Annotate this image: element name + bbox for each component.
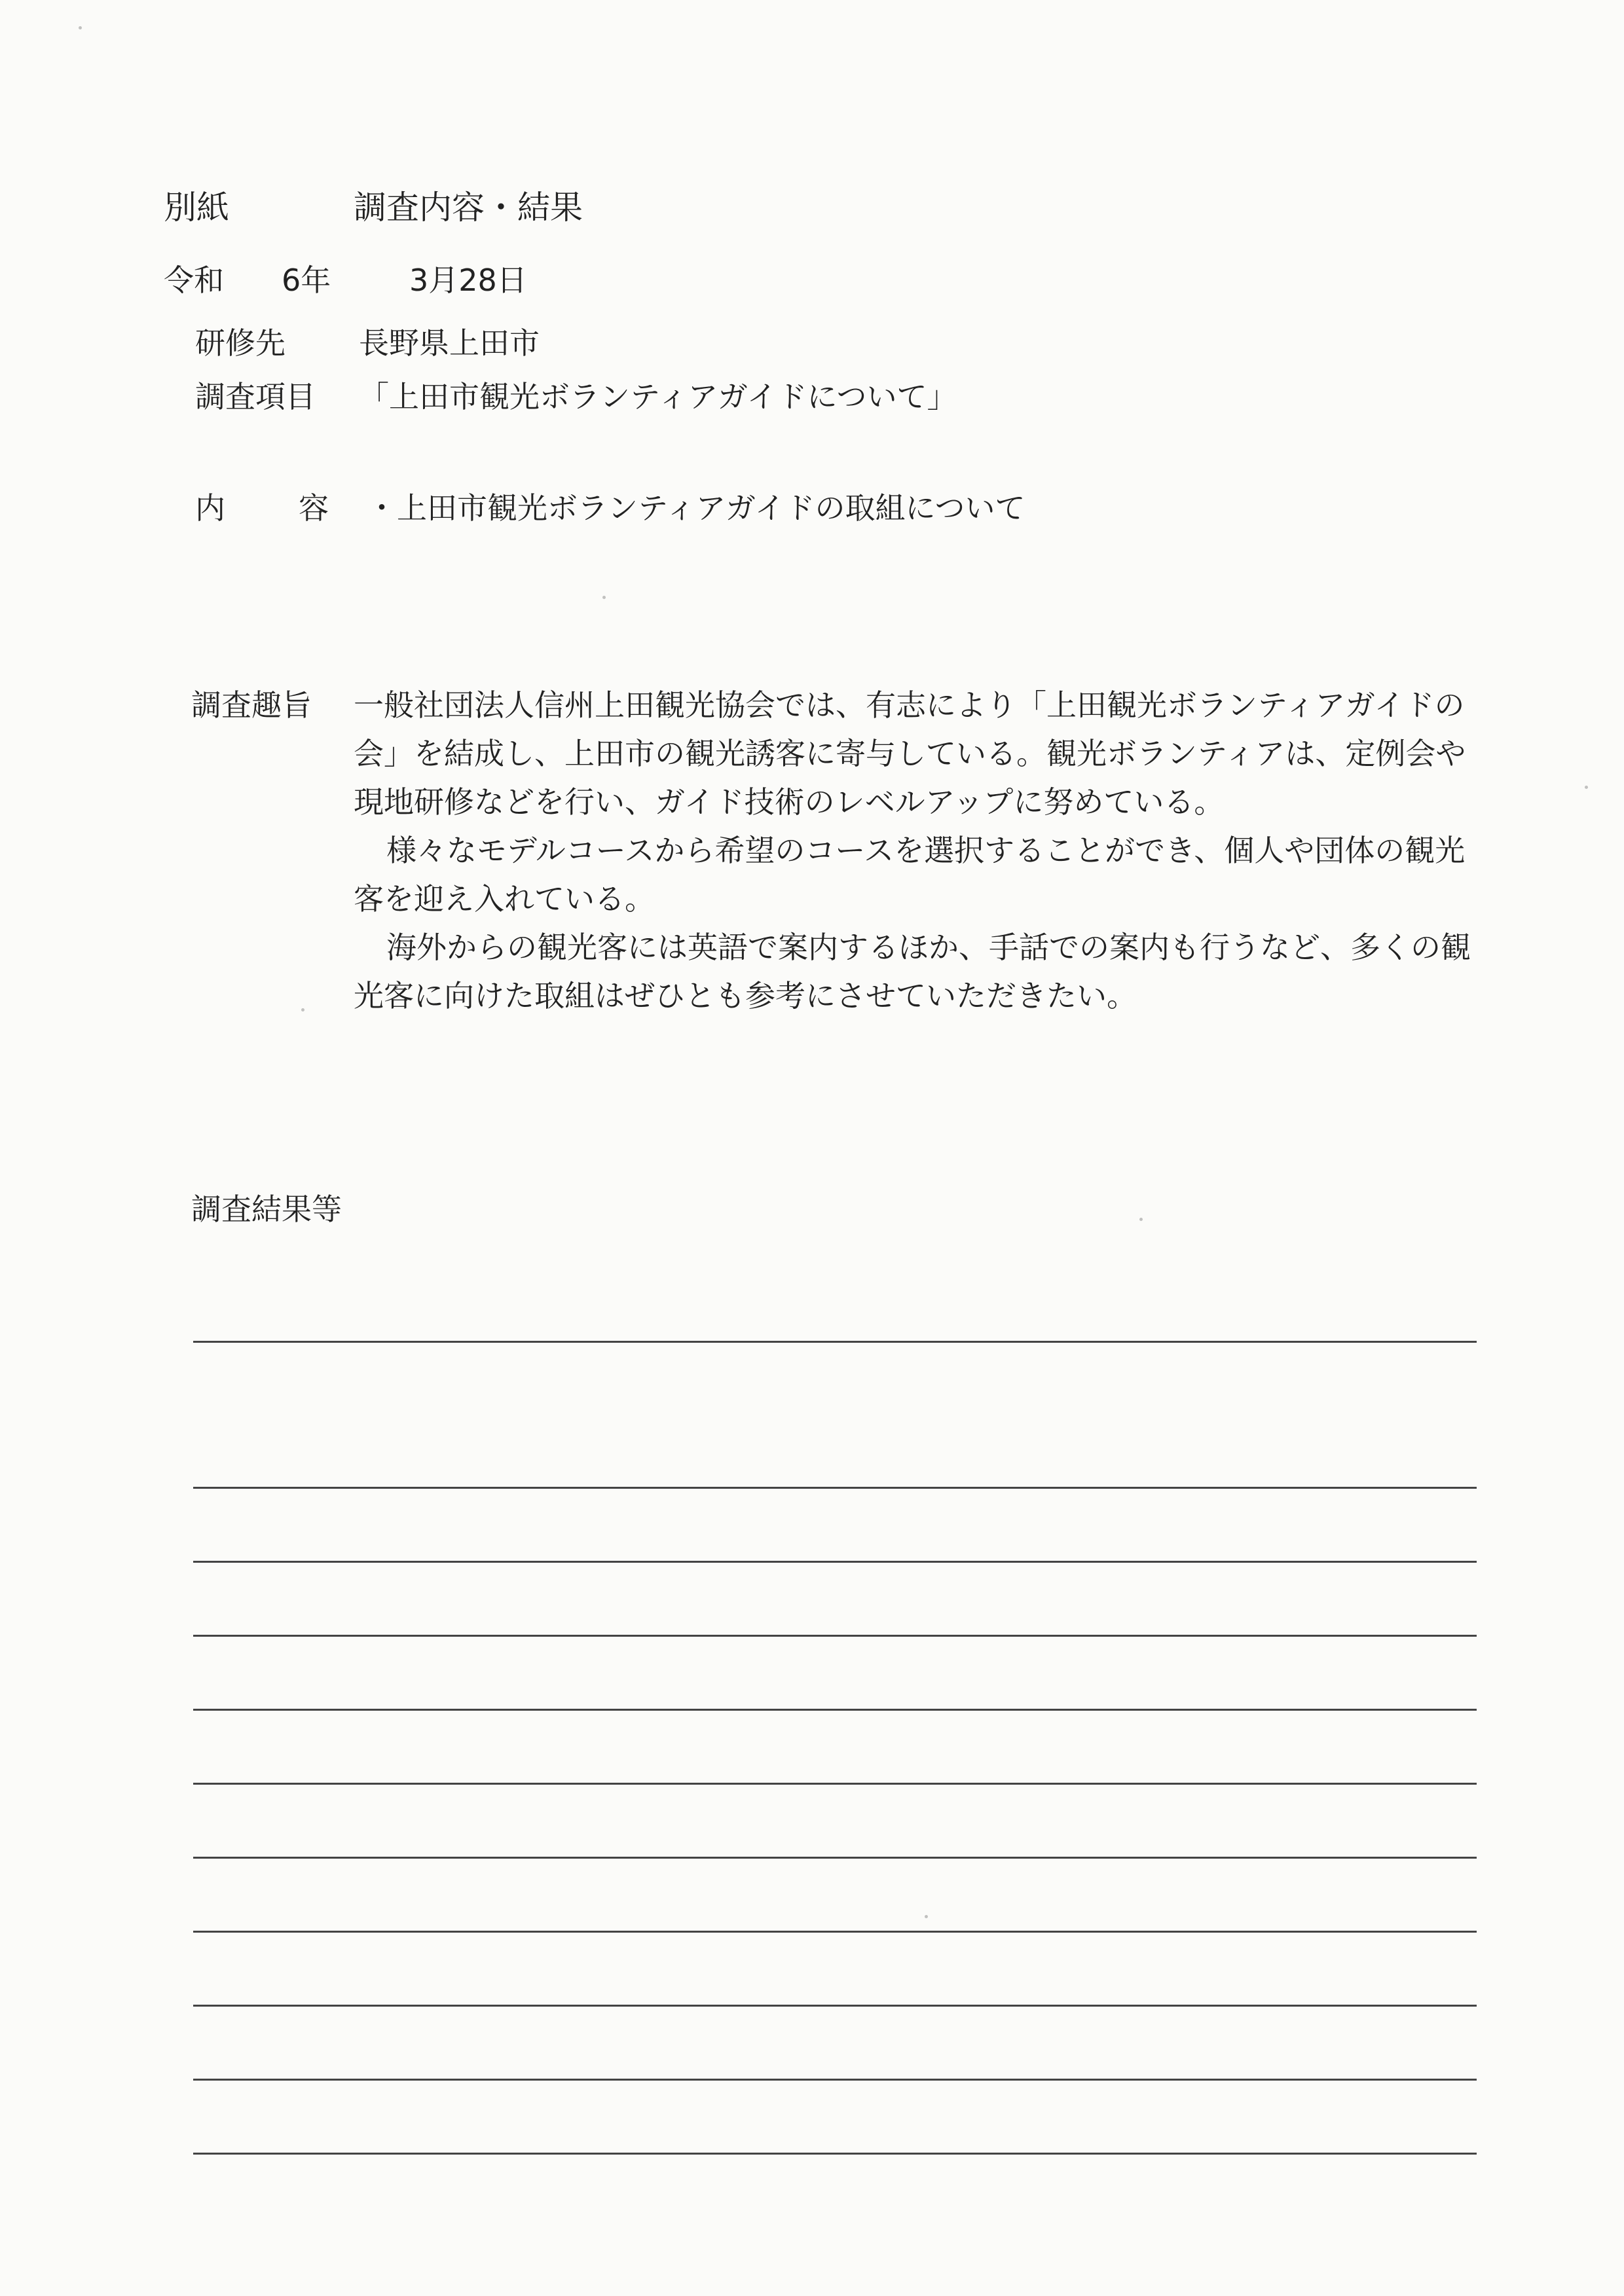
document-title: 調査内容・結果	[354, 189, 583, 227]
ruled-line	[193, 1341, 1477, 1343]
destination-value: 長野県上田市	[359, 325, 540, 361]
ruled-line	[193, 1489, 1477, 1563]
attachment-label: 別紙	[164, 189, 229, 227]
ruled-line	[193, 1933, 1477, 2007]
content-label-char-2: 容	[299, 490, 329, 526]
ruled-line	[193, 2007, 1477, 2081]
scan-speck	[1585, 786, 1588, 789]
date-month-day: 3月28日	[409, 263, 527, 298]
scan-speck	[602, 596, 606, 599]
content-label-char-1: 内	[195, 490, 225, 526]
purpose-label: 調査趣旨	[191, 687, 312, 723]
ruled-line	[193, 1415, 1477, 1489]
ruled-line	[193, 1637, 1477, 1711]
content-value: ・上田市観光ボランティアガイドの取組について	[367, 490, 1025, 526]
date-year: 6年	[282, 263, 331, 298]
purpose-paragraph: 一般社団法人信州上田観光協会では、有志により「上田観光ボランティアガイドの会」を結成し、上田市の観光誘客に寄与している。観光ボランティアは、定例会や現地研修などを行い、ガイド技術のレベルアップに努めている。	[354, 687, 1466, 820]
purpose-body	[354, 681, 1486, 1020]
survey-item-value: 「上田市観光ボランティアガイドについて」	[359, 379, 957, 414]
ruled-line	[193, 2081, 1477, 2155]
results-ruled-lines	[193, 1341, 1477, 2155]
date-era: 令和	[164, 263, 224, 298]
ruled-line	[193, 1785, 1477, 1859]
ruled-line	[193, 1563, 1477, 1637]
ruled-line	[193, 1711, 1477, 1785]
purpose-paragraph: 海外からの観光客には英語で案内するほか、手話での案内も行うなど、多くの観光客に向けた取組はぜひとも参考にさせていただきたい。	[354, 930, 1471, 1013]
destination-label: 研修先	[195, 325, 286, 361]
results-label: 調査結果等	[191, 1192, 342, 1227]
scan-speck	[925, 1915, 928, 1918]
scan-speck	[79, 26, 82, 29]
ruled-line	[193, 1859, 1477, 1933]
scan-speck	[301, 1008, 304, 1011]
content-label	[195, 487, 329, 529]
scan-speck	[1139, 1218, 1143, 1221]
survey-item-label: 調査項目	[195, 379, 316, 414]
purpose-paragraph: 様々なモデルコースから希望のコースを選択することができ、個人や団体の観光客を迎え入れている。	[354, 833, 1466, 917]
